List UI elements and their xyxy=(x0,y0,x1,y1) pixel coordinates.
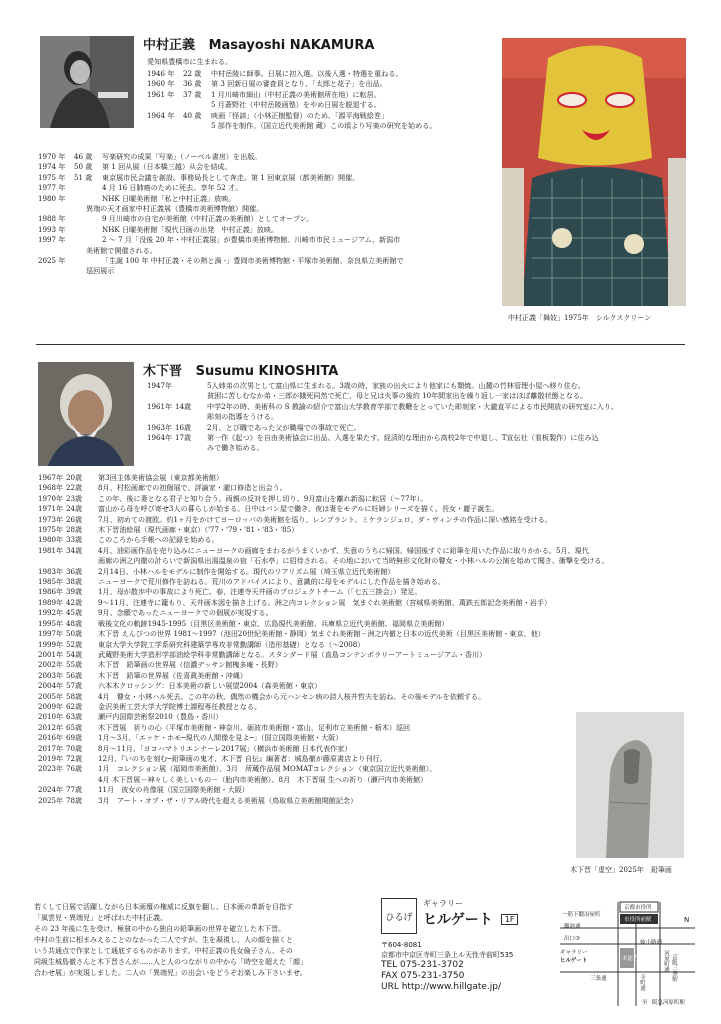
timeline-row xyxy=(38,702,686,712)
timeline-age: 14歳 xyxy=(175,401,192,411)
timeline-age: 48歳 xyxy=(66,618,83,628)
nakamura-timeline-early xyxy=(147,69,487,131)
timeline-row xyxy=(38,214,488,224)
kinoshita-artwork-caption: 木下晋「虚空」2025年 鉛筆画 xyxy=(570,866,672,874)
description-line: 若くして日展で活躍しながら日本画壇の権威に反旗を翻し、日本画の革新を目指す xyxy=(34,903,293,911)
timeline-text: 2月14日、小林ハルをモデルに制作を開始する。現代のリアリズム展（埼玉県立近代美術館） xyxy=(98,566,395,576)
map-label-11: 阪急河原町駅 xyxy=(652,1000,686,1006)
timeline-text: 1月、母が散歩中の事故により死亡。春、注連寺天井画のプロジェクトチーム（「七五三掛会」）発足。 xyxy=(98,587,422,597)
timeline-text: 第 1 回从展（日本橋三越）从会を結成。 xyxy=(102,162,232,172)
timeline-text: 8月、村松画廊での初個展で、評論家・瀧口修造と出会う。 xyxy=(98,483,287,493)
timeline-text: 木下晋展 祈りの心（平塚市美術館・神奈川、砺波市美術館・富山、足利市立美術館・栃木）巡回 xyxy=(98,722,411,732)
nakamura-intro: 愛知県豊橋市に生まれる。 xyxy=(147,57,233,66)
timeline-continuation: 4月 木下晋展－神々しく美しいもの－（胎内市美術館）、8月 木下晋展 生への祈り（瀬戸内市美術館） xyxy=(98,774,428,784)
timeline-year: 1970 年 xyxy=(38,152,66,161)
map-label-3: 姉小路通 xyxy=(640,940,663,946)
timeline-row xyxy=(38,473,686,483)
timeline-continuation: 貧困に苦しむなか弟・三郎が餓死同然で死亡、母と兄は火事の後約 10年間家出を繰り返し一家はほぼ離散状態となる。 xyxy=(207,391,588,401)
timeline-text: 武蔵野美術大学造形学部油絵学科非常勤講師となる。スタンダード展（直島コンテンポラリーアートミュージアム・香川） xyxy=(98,649,487,659)
timeline-age: 76歳 xyxy=(66,764,83,774)
timeline-age: 45歳 xyxy=(66,608,83,618)
map-label-8: ギャラリー xyxy=(560,950,588,956)
timeline-age: 36歳 xyxy=(66,566,83,576)
timeline-row xyxy=(38,640,686,650)
timeline-age: 52歳 xyxy=(66,639,83,649)
timeline-row xyxy=(147,423,687,433)
timeline-text: 2月、とび職であった父が職場での事故で死亡。 xyxy=(207,422,361,432)
timeline-year: 1992年 xyxy=(38,608,64,618)
timeline-year: 1975 年 xyxy=(38,172,66,182)
gallery-fax: FAX 075-231-3750 xyxy=(381,971,465,981)
timeline-text: 中村岳陵に師事。日展に初入選。以後入選・特選を重ねる。 xyxy=(211,69,403,78)
description-line: 「風雲児・異端児」と呼ばれた中村正義。 xyxy=(34,914,167,922)
timeline-row xyxy=(147,402,687,412)
kinoshita-portrait-photo xyxy=(38,362,134,466)
timeline-continuation: 画廊の洲之内徹の計らいで新潟県出湯温泉の宿「石水亭」に招待される。その地において当時無形文化財の瞽女・小林ハルの公演を始めて聞き、衝撃を受ける。 xyxy=(98,556,609,566)
timeline-row xyxy=(38,152,488,162)
timeline-row xyxy=(147,90,487,100)
timeline-year: 2001年 xyxy=(38,649,64,659)
timeline-text: 11月 彼女の肖像展（国立国際美術館・大阪） xyxy=(98,785,249,795)
timeline-row xyxy=(38,504,686,514)
map-label-14: 一筋下鍛冶屋町 xyxy=(562,912,601,918)
timeline-text: 富山から母を呼び寄せ3人の暮らしが始まる。日中はパン屋で働き、夜は妻をモデルに妊婦シリーズを描く。長女・麗子誕生。 xyxy=(98,504,499,514)
timeline-text: 4月 瞽女・小林ハル死去。この年の秋、偶然の機会から元ハンセン病の詩人桜井哲夫を訪ね、その後モデルを依頼する。 xyxy=(98,691,486,701)
nakamura-name xyxy=(143,34,374,53)
timeline-row xyxy=(38,483,686,493)
timeline-row xyxy=(38,494,686,504)
timeline-text: 1月～3月、「エッケ・ホモ─現代の人間像を見よ─」（国立国際美術館・大阪） xyxy=(98,733,343,743)
timeline-row xyxy=(38,256,488,266)
kinoshita-artwork-kokuu xyxy=(576,712,684,858)
timeline-text: 東京展市民会議を創設。事務局長として奔走。第 1 回東京展（都美術館）開催。 xyxy=(102,172,360,182)
map-label-15: 出口③ xyxy=(564,936,580,942)
timeline-text: 3月 アート・オブ・ザ・リアル時代を超える美術展（鳥取県立美術館開館記念） xyxy=(98,795,358,805)
timeline-age: 70歳 xyxy=(66,743,83,753)
kinoshita-timeline-early xyxy=(147,381,687,454)
timeline-row xyxy=(38,671,686,681)
timeline-text: 8月～11月、「ヨコハマトリエンナーレ2017展」（横浜市美術館 日本代表作家） xyxy=(98,743,352,753)
timeline-age: 36 歳 xyxy=(183,79,202,89)
timeline-text: 瀬戸内国際芸術祭2010（豊島・香川） xyxy=(98,712,223,722)
timeline-age: 20歳 xyxy=(66,473,83,482)
timeline-year: 1993 年 xyxy=(38,224,66,234)
timeline-age: 28歳 xyxy=(66,525,83,535)
timeline-text: 4 月 16 日肺癌のために死去。享年 52 才。 xyxy=(102,183,243,193)
map-label-6: 河原町通 xyxy=(663,950,669,972)
timeline-text: 9月、念願であったニューヨークでの個展が実現する。 xyxy=(98,608,273,618)
timeline-row xyxy=(38,225,488,235)
timeline-text: 7月、初めての渡欧。約1ヶ月をかけてヨーロッパの美術館を巡り、レンブラント、ミケランジェロ、ダ・ヴィンチの作品に深い感銘を受ける。 xyxy=(98,514,552,524)
timeline-year: 2005年 xyxy=(38,691,64,701)
timeline-year: 1961 年 xyxy=(147,89,175,99)
timeline-row xyxy=(147,433,687,443)
nakamura-portrait-photo xyxy=(40,36,134,128)
timeline-year: 2012年 xyxy=(38,722,64,732)
timeline-year: 1999年 xyxy=(38,639,64,649)
timeline-year: 1946 年 xyxy=(147,69,175,78)
timeline-continuation: 5 部作を制作。（国立近代美術館 蔵）この頃より写楽の研究を始める。 xyxy=(211,121,437,131)
timeline-year: 1947年 xyxy=(147,381,173,390)
timeline-row xyxy=(147,381,687,391)
timeline-text: 2 ～ 7 月「没後 20 年・中村正義展」が豊橋市美術博物館、川崎市市民ミュージアム、新潟市 xyxy=(102,235,401,245)
timeline-continuation: 異端の天才画家中村正義展（豊橋市美術博物館）開催。 xyxy=(86,204,264,214)
timeline-age xyxy=(74,225,102,235)
timeline-row xyxy=(38,598,686,608)
timeline-age: 37 歳 xyxy=(183,89,202,99)
timeline-row xyxy=(147,79,487,89)
timeline-row xyxy=(38,619,686,629)
timeline-year: 1986年 xyxy=(38,587,64,597)
timeline-year: 1980年 xyxy=(38,535,64,545)
timeline-year: 1960 年 xyxy=(147,79,175,89)
kinoshita-name xyxy=(143,360,338,379)
timeline-age xyxy=(74,235,102,245)
timeline-age: 54歳 xyxy=(66,649,83,659)
map-label-2: 御池通 xyxy=(564,924,581,930)
timeline-text: この年、後に妻となる君子と知り合う。両親の反対を押し切り、9月富山を離れ新潟に転居（～77年）。 xyxy=(98,493,428,503)
section-divider xyxy=(36,344,685,345)
map-label-5: 本能寺 xyxy=(622,956,639,962)
timeline-year: 2016年 xyxy=(38,733,64,743)
timeline-age: 50歳 xyxy=(66,629,83,639)
timeline-year: 2004年 xyxy=(38,681,64,691)
timeline-text: 5人姉弟の次男として富山県に生まれる。3歳の時、家族の出火により他家にも類焼。山麓の竹林管理小屋へ移り住む。 xyxy=(207,381,585,390)
gallery-tel: TEL 075-231-3702 xyxy=(381,960,464,970)
gallery-logo xyxy=(381,898,417,934)
timeline-text: 戦後文化の軌跡1945-1995（目黒区美術館・東京、広島現代美術館、兵庫県立近代美術館、福岡県立美術館） xyxy=(98,618,449,628)
timeline-year: 1961年 xyxy=(147,401,173,411)
nakamura-name-en: Masayoshi NAKAMURA xyxy=(208,38,375,53)
timeline-age: 26歳 xyxy=(66,514,83,524)
map-label-9: ヒルゲート xyxy=(560,958,588,964)
timeline-year: 1997 年 xyxy=(38,235,66,245)
timeline-year: 1970年 xyxy=(38,493,64,503)
timeline-age: 39歳 xyxy=(66,587,83,597)
timeline-age xyxy=(74,194,102,204)
timeline-year: 2025 年 xyxy=(38,256,66,266)
timeline-text: 木下晋 鉛筆画の世界展（信濃デッサン館槐多庵・長野） xyxy=(98,660,282,670)
timeline-row xyxy=(38,660,686,670)
timeline-year: 2023年 xyxy=(38,764,64,774)
gallery-label-name: ヒルゲート xyxy=(423,912,493,928)
timeline-year: 1963年 xyxy=(147,422,173,432)
timeline-continuation: 5 月蒼野社（中村岳陵画塾）をやめ日展を脱退する。 xyxy=(211,100,381,110)
timeline-text: 「生誕 100 年 中村正義・その熱と渦 -」豊岡市美術博物館・平塚市美術館、奈良県立美術館で xyxy=(102,256,404,266)
timeline-row xyxy=(38,194,488,204)
timeline-text: 第一作《起つ》を自由美術協会に出品、入選を果たす。経済的な理由から高校2年で中退し、T宣伝社（看板製作）に住み込 xyxy=(207,433,599,443)
timeline-text: 映画「怪談」（小林正樹監督）のため、「源平海戦絵巻」 xyxy=(211,110,389,120)
timeline-text: 第 3 回新日展の審査員となり、「太郎と花子」を出品。 xyxy=(211,79,387,89)
timeline-age: 55歳 xyxy=(66,660,83,670)
timeline-age: 16歳 xyxy=(175,422,192,432)
kinoshita-name-en: Susumu KINOSHITA xyxy=(195,364,339,379)
timeline-year: 1971年 xyxy=(38,504,64,514)
timeline-year: 1977 年 xyxy=(38,183,66,193)
timeline-year: 1988 年 xyxy=(38,214,66,224)
timeline-text: NHK 日曜美術館「私と中村正義」放映。 xyxy=(102,193,236,203)
timeline-age: 46 歳 xyxy=(74,152,93,161)
timeline-age xyxy=(74,214,102,224)
timeline-age: 56歳 xyxy=(66,670,83,680)
timeline-year: 2003年 xyxy=(38,670,64,680)
timeline-row xyxy=(38,235,488,245)
timeline-year: 1964年 xyxy=(147,433,173,443)
timeline-age xyxy=(74,256,102,266)
timeline-year: 1980 年 xyxy=(38,193,66,203)
nakamura-artwork-caption: 中村正義「舞妓」1975年 シルクスクリーン xyxy=(508,314,652,322)
timeline-row xyxy=(38,162,488,172)
timeline-age xyxy=(175,381,207,391)
gallery-floor-badge: 1F xyxy=(501,914,519,925)
timeline-row xyxy=(38,577,686,587)
timeline-age: 63歳 xyxy=(66,712,83,722)
timeline-age: 22 歳 xyxy=(183,69,202,78)
timeline-age: 24歳 xyxy=(66,504,83,514)
timeline-text: 金沢美術工芸大学大学院博士課程専任教授となる。 xyxy=(98,701,262,711)
description-line: 中村の生前に相まみえることのなかった二人ですが、生を凝視し、人の顔を描くと xyxy=(34,936,293,944)
timeline-continuation: 巡回展示 xyxy=(86,266,115,276)
exhibition-description xyxy=(34,902,362,979)
timeline-row xyxy=(38,183,488,193)
timeline-year: 1983年 xyxy=(38,566,64,576)
description-line: いう共通点で作家として通底するものがあります。中村正義の長女倫子さん、その xyxy=(34,947,293,955)
timeline-text: 写楽研究の成果「写楽」（ノーベル書房）を出版。 xyxy=(102,152,262,161)
timeline-row xyxy=(147,69,487,79)
timeline-age: 34歳 xyxy=(66,545,83,555)
timeline-age: 77歳 xyxy=(66,785,83,795)
timeline-row xyxy=(38,567,686,577)
timeline-text: 9～11月、注連寺に籠もり、天井画本図を描き上げる。洲之内コレクション展 気まぐれ美術館（宮城県美術館、萬鉄五郎記念美術館・岩手） xyxy=(98,597,552,607)
timeline-continuation: みで働き始める。 xyxy=(207,443,264,453)
gallery-info xyxy=(381,898,561,993)
map-label-4: 三条通 xyxy=(590,976,607,982)
timeline-age: 42歳 xyxy=(66,597,83,607)
timeline-text: NHK 日曜美術館「現代日画の出発 中村正義」放映。 xyxy=(102,224,279,234)
timeline-year: 1981年 xyxy=(38,545,64,555)
gallery-url[interactable]: URL http://www.hillgate.jp/ xyxy=(381,982,502,992)
timeline-text: 木下晋 鉛筆の世界展（佐喜眞美術館・沖縄） xyxy=(98,670,247,680)
timeline-age: 51 歳 xyxy=(74,172,93,182)
timeline-text: 木下晋 えんぴつの世界 1981～1997（池田20世紀美術館・静岡）気まぐれ美術館－洲之内徹と日本の近代美術（目黒区美術館・東京、他） xyxy=(98,629,545,639)
timeline-age: 22歳 xyxy=(66,483,83,493)
timeline-text: ニューヨークで荒川修作を訪ねる。荒川のアドバイスにより、意識的に母をモデルにした作品を描き始める。 xyxy=(98,577,446,587)
map-north-label: N xyxy=(684,916,690,924)
timeline-year: 1995年 xyxy=(38,618,64,628)
timeline-year: 2010年 xyxy=(38,712,64,722)
gallery-access-map xyxy=(560,898,700,1008)
description-line: その 23 年後に生を受け、極貧の中から独自の鉛筆画の世界を確立した木下晋。 xyxy=(34,925,286,933)
timeline-row xyxy=(38,608,686,618)
timeline-text: 中学2年の時、美術科の S 教諭の紹介で富山大学教育学部で教鞭をとっていた彫刻家・大瀧直平による市民開放の研究室に入り、 xyxy=(207,401,618,411)
timeline-year: 1974 年 xyxy=(38,162,66,172)
timeline-row xyxy=(38,692,686,702)
timeline-text: 東京大学大学院工学系研究科建築学専攻非常勤講師（造形基礎）となる（～2008） xyxy=(98,639,365,649)
timeline-year: 2025年 xyxy=(38,795,64,805)
timeline-row xyxy=(38,587,686,597)
timeline-age: 50 歳 xyxy=(74,162,93,172)
timeline-continuation: 彫刻の指導をうける。 xyxy=(207,412,278,422)
timeline-text: 木下晋油絵展（現代画廊・東京）（'77・'79・'81・'83・'85） xyxy=(98,525,299,535)
timeline-year: 2019年 xyxy=(38,753,64,763)
timeline-row xyxy=(38,546,686,556)
timeline-year: 1975年 xyxy=(38,525,64,535)
timeline-year: 1964 年 xyxy=(147,110,175,120)
timeline-age xyxy=(74,183,102,193)
timeline-row xyxy=(38,650,686,660)
gallery-address: 京都市中京区寺町三条上ル天性寺前町535 xyxy=(381,951,514,959)
timeline-age: 38歳 xyxy=(66,577,83,587)
timeline-age: 65歳 xyxy=(66,722,83,732)
nakamura-artwork-maiko xyxy=(502,38,686,306)
timeline-age: 78歳 xyxy=(66,795,83,805)
timeline-year: 2017年 xyxy=(38,743,64,753)
map-label-10: 京阪三条駅 xyxy=(671,954,677,982)
timeline-age: 17歳 xyxy=(175,433,192,443)
timeline-text: 第3回主体美術協会展（東京都美術館） xyxy=(98,473,224,482)
map-label-1: 市役所前駅 xyxy=(624,917,652,923)
timeline-age: 69歳 xyxy=(66,733,83,743)
nakamura-name-jp: 中村正義 xyxy=(143,38,196,53)
timeline-age: 57歳 xyxy=(66,681,83,691)
timeline-age: 33歳 xyxy=(66,535,83,545)
kinoshita-name-jp: 木下晋 xyxy=(143,364,183,379)
gallery-logo-text: ひるげ xyxy=(385,912,413,923)
timeline-year: 1997年 xyxy=(38,629,64,639)
timeline-row xyxy=(38,629,686,639)
timeline-row xyxy=(38,173,488,183)
timeline-continuation: 美術館で開催される。 xyxy=(86,245,157,255)
timeline-year: 2002年 xyxy=(38,660,64,670)
timeline-year: 1973年 xyxy=(38,514,64,524)
timeline-row xyxy=(147,111,487,121)
timeline-year: 2024年 xyxy=(38,785,64,795)
timeline-age: 62歳 xyxy=(66,701,83,711)
timeline-row xyxy=(38,525,686,535)
timeline-age: 23歳 xyxy=(66,493,83,503)
timeline-text: このころから手帳への記録を始める。 xyxy=(98,535,219,545)
timeline-year: 1989年 xyxy=(38,597,64,607)
timeline-text: 4月、油彩画作品を売り込みにニューヨークの画廊をまわるがうまくいかず、失意のうちに帰国。帰国後すぐに鉛筆を用いた作品に取りかかる。5月、現代 xyxy=(98,545,589,555)
timeline-text: 12月、『いのちを刻む─鉛筆画の鬼才、木下晋 自伝』編著者：城島徹が藤原書店より刊行。 xyxy=(98,753,387,763)
timeline-age: 40 歳 xyxy=(183,110,202,120)
gallery-postal: 〒604-8081 xyxy=(381,941,422,949)
timeline-row xyxy=(38,515,686,525)
description-line: 同級生城島徹さんと木下晋さんが……人と人のつながりの中から「時空を超えた「顔」 xyxy=(34,958,307,966)
map-label-12: 至 xyxy=(642,1000,648,1006)
timeline-year: 1968年 xyxy=(38,483,64,493)
timeline-year: 1985年 xyxy=(38,577,64,587)
timeline-row xyxy=(38,535,686,545)
map-label-0: 京都市役所 xyxy=(624,905,652,911)
timeline-row xyxy=(38,681,686,691)
timeline-year: 2009年 xyxy=(38,701,64,711)
map-label-7: 寺町通 xyxy=(639,974,645,991)
timeline-text: 9 月川崎市の自宅が美術館（中村正義の美術館）としてオープン。 xyxy=(102,214,314,224)
timeline-age: 72歳 xyxy=(66,753,83,763)
timeline-text: 1月 コレクション展（福岡市美術館）、3月 所蔵作品展 MOMATコレクション（東京国立近代美術館）、 xyxy=(98,764,437,774)
timeline-text: 1 月川崎市細山（中村正義の美術館所在地）に転居。 xyxy=(211,89,381,99)
nakamura-timeline-late xyxy=(38,152,488,277)
timeline-year: 1967年 xyxy=(38,473,64,482)
timeline-age: 58歳 xyxy=(66,691,83,701)
description-line: 合わせ展」が実現しました。二人の「異端児」の出会いをどうぞお楽しみ下さいませ。 xyxy=(34,969,307,977)
timeline-text: 六本木クロッシング：日本美術の新しい展望2004（森美術館・東京） xyxy=(98,681,322,691)
gallery-label-small: ギャラリー xyxy=(423,899,463,908)
